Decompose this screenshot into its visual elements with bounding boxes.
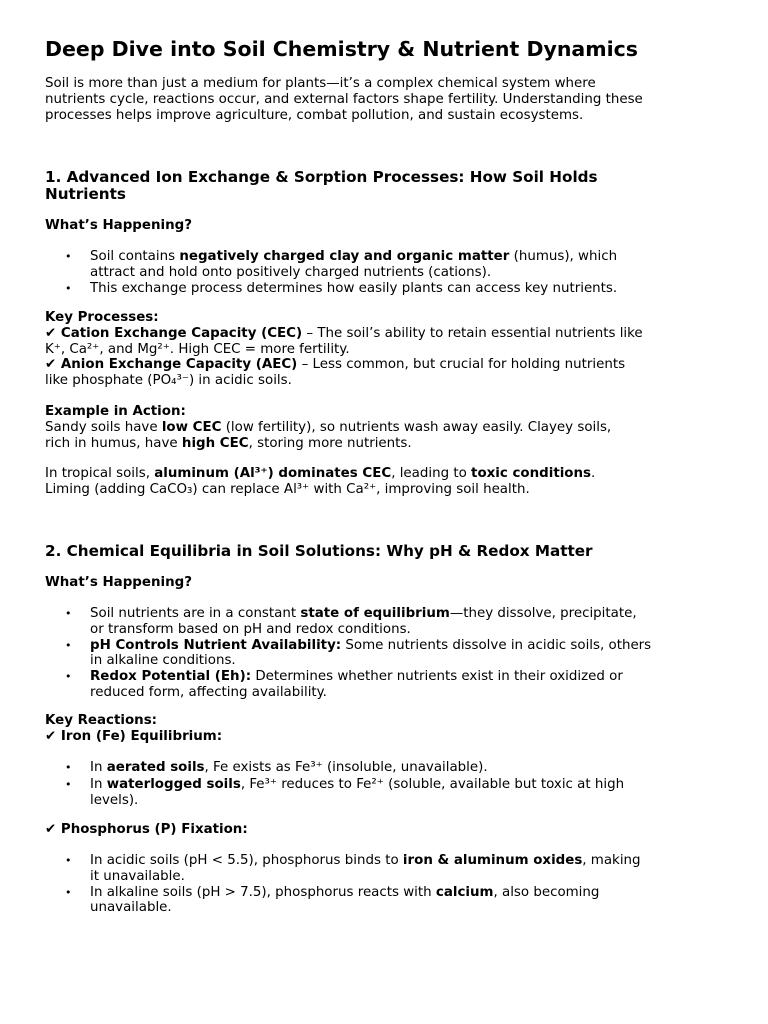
key-processes-block (45, 310, 643, 389)
key-reactions-block (45, 713, 222, 745)
bold-segment: calcium (435, 884, 494, 900)
cec-text-line-2: K⁺, Ca²⁺, and Mg²⁺. High CEC = more fertility. (45, 341, 350, 357)
section-1-heading-line-2: Nutrients (45, 185, 126, 203)
list-item (45, 281, 617, 297)
section-2-heading: 2. Chemical Equilibria in Soil Solutions: Why pH & Redox Matter (45, 542, 593, 560)
bold-segment: negatively charged clay and organic matter (179, 249, 510, 264)
tropical-example (45, 466, 595, 498)
intro-line-2: nutrients cycle, reactions occur, and external factors shape fertility. Understanding these (45, 91, 643, 107)
text-segment: , Fe exists as Fe³⁺ (insoluble, unavailable). (204, 760, 488, 775)
section-1-heading-line-1: 1. Advanced Ion Exchange & Sorption Processes: How Soil Holds (45, 168, 598, 186)
bold-segment: waterlogged soils (106, 776, 241, 792)
text-segment: Sandy soils have (45, 419, 162, 435)
list-item (45, 606, 651, 638)
intro-line-3: processes helps improve agriculture, combat pollution, and sustain ecosystems. (45, 107, 584, 123)
example-block (45, 404, 611, 451)
list-item (45, 249, 617, 281)
section-1-heading (45, 169, 598, 203)
text-segment: —they dissolve, precipitate, (449, 606, 637, 621)
phosphorus-label (45, 822, 248, 838)
section-1-bullet-list (45, 249, 617, 296)
text-segment: In alkaline soils (pH > 7.5), phosphorus reacts with (90, 884, 436, 900)
bold-segment: state of equilibrium (300, 606, 450, 621)
list-item (45, 853, 641, 885)
list-item (45, 885, 641, 917)
text-segment: , also becoming (493, 884, 600, 900)
text-segment: reduced form, affecting availability. (90, 684, 327, 700)
bold-segment: high CEC (181, 435, 249, 451)
text-segment: in alkaline conditions. (90, 653, 236, 669)
intro-paragraph (45, 76, 643, 123)
bold-segment: aluminum (Al³⁺) dominates CEC (154, 466, 392, 481)
list-item (45, 777, 624, 809)
aec-text: – Less common, but crucial for holding nutrients (297, 357, 626, 373)
key-processes-label: Key Processes: (45, 310, 159, 325)
text-segment: levels). (90, 792, 139, 808)
bold-segment: pH Controls Nutrient Availability: (90, 637, 342, 653)
bold-segment: aerated soils (106, 760, 205, 775)
bold-segment: iron & aluminum oxides (402, 853, 583, 868)
text-segment: Liming (adding CaCO₃) can replace Al³⁺ with Ca²⁺, improving soil health. (45, 481, 530, 497)
text-segment: This exchange process determines how easily plants can access key nutrients. (90, 280, 618, 296)
text-segment: In (90, 760, 107, 775)
bold-segment: low CEC (161, 419, 222, 435)
list-item (45, 760, 624, 776)
bold-segment: toxic conditions (471, 466, 592, 481)
text-segment: In tropical soils, (45, 466, 155, 481)
text-segment: or transform based on pH and redox conditions. (90, 621, 411, 637)
text-segment: (low fertility), so nutrients wash away easily. Clayey soils, (221, 419, 612, 435)
example-label: Example in Action: (45, 404, 186, 419)
section-2-whats-happening-label: What’s Happening? (45, 575, 192, 590)
text-segment: rich in humus, have (45, 435, 182, 451)
text-segment: In acidic soils (pH < 5.5), phosphorus binds to (90, 853, 403, 868)
text-segment: Some nutrients dissolve in acidic soils, others (341, 637, 652, 653)
cec-label: ✔ Cation Exchange Capacity (CEC) (45, 325, 303, 341)
list-item (45, 669, 651, 701)
section-2-bullet-list (45, 606, 651, 701)
text-segment: (humus), which (509, 249, 618, 264)
text-segment: , Fe³⁺ reduces to Fe²⁺ (soluble, available but toxic at high (240, 776, 625, 792)
phosphorus-fixation-label: ✔ Phosphorus (P) Fixation: (45, 822, 248, 837)
aec-text-line-2: like phosphate (PO₄³⁻) in acidic soils. (45, 373, 292, 389)
text-segment: . (591, 466, 596, 481)
text-segment: it unavailable. (90, 868, 185, 884)
phosphorus-bullet-list (45, 853, 641, 916)
iron-equilibrium-label: ✔ Iron (Fe) Equilibrium: (45, 728, 223, 744)
text-segment: Soil nutrients are in a constant (90, 606, 301, 621)
bold-segment: Redox Potential (Eh): (90, 669, 252, 685)
key-reactions-label: Key Reactions: (45, 713, 158, 728)
section-1-whats-happening-label: What’s Happening? (45, 218, 192, 233)
iron-bullet-list (45, 760, 624, 808)
text-segment: , making (582, 853, 641, 868)
list-item (45, 638, 651, 670)
cec-text: – The soil’s ability to retain essential nutrients like (302, 325, 643, 341)
text-segment: , leading to (391, 466, 472, 481)
text-segment: unavailable. (90, 900, 172, 916)
page-title: Deep Dive into Soil Chemistry & Nutrient Dynamics (45, 37, 638, 61)
text-segment: Determines whether nutrients exist in their oxidized or (251, 669, 623, 685)
aec-label: ✔ Anion Exchange Capacity (AEC) (45, 357, 298, 373)
text-segment: In (90, 776, 107, 792)
intro-line-1: Soil is more than just a medium for plants—it’s a complex chemical system where (45, 76, 596, 91)
text-segment: Soil contains (90, 249, 180, 264)
text-segment: , storing more nutrients. (248, 435, 412, 451)
text-segment: attract and hold onto positively charged nutrients (cations). (90, 264, 492, 280)
